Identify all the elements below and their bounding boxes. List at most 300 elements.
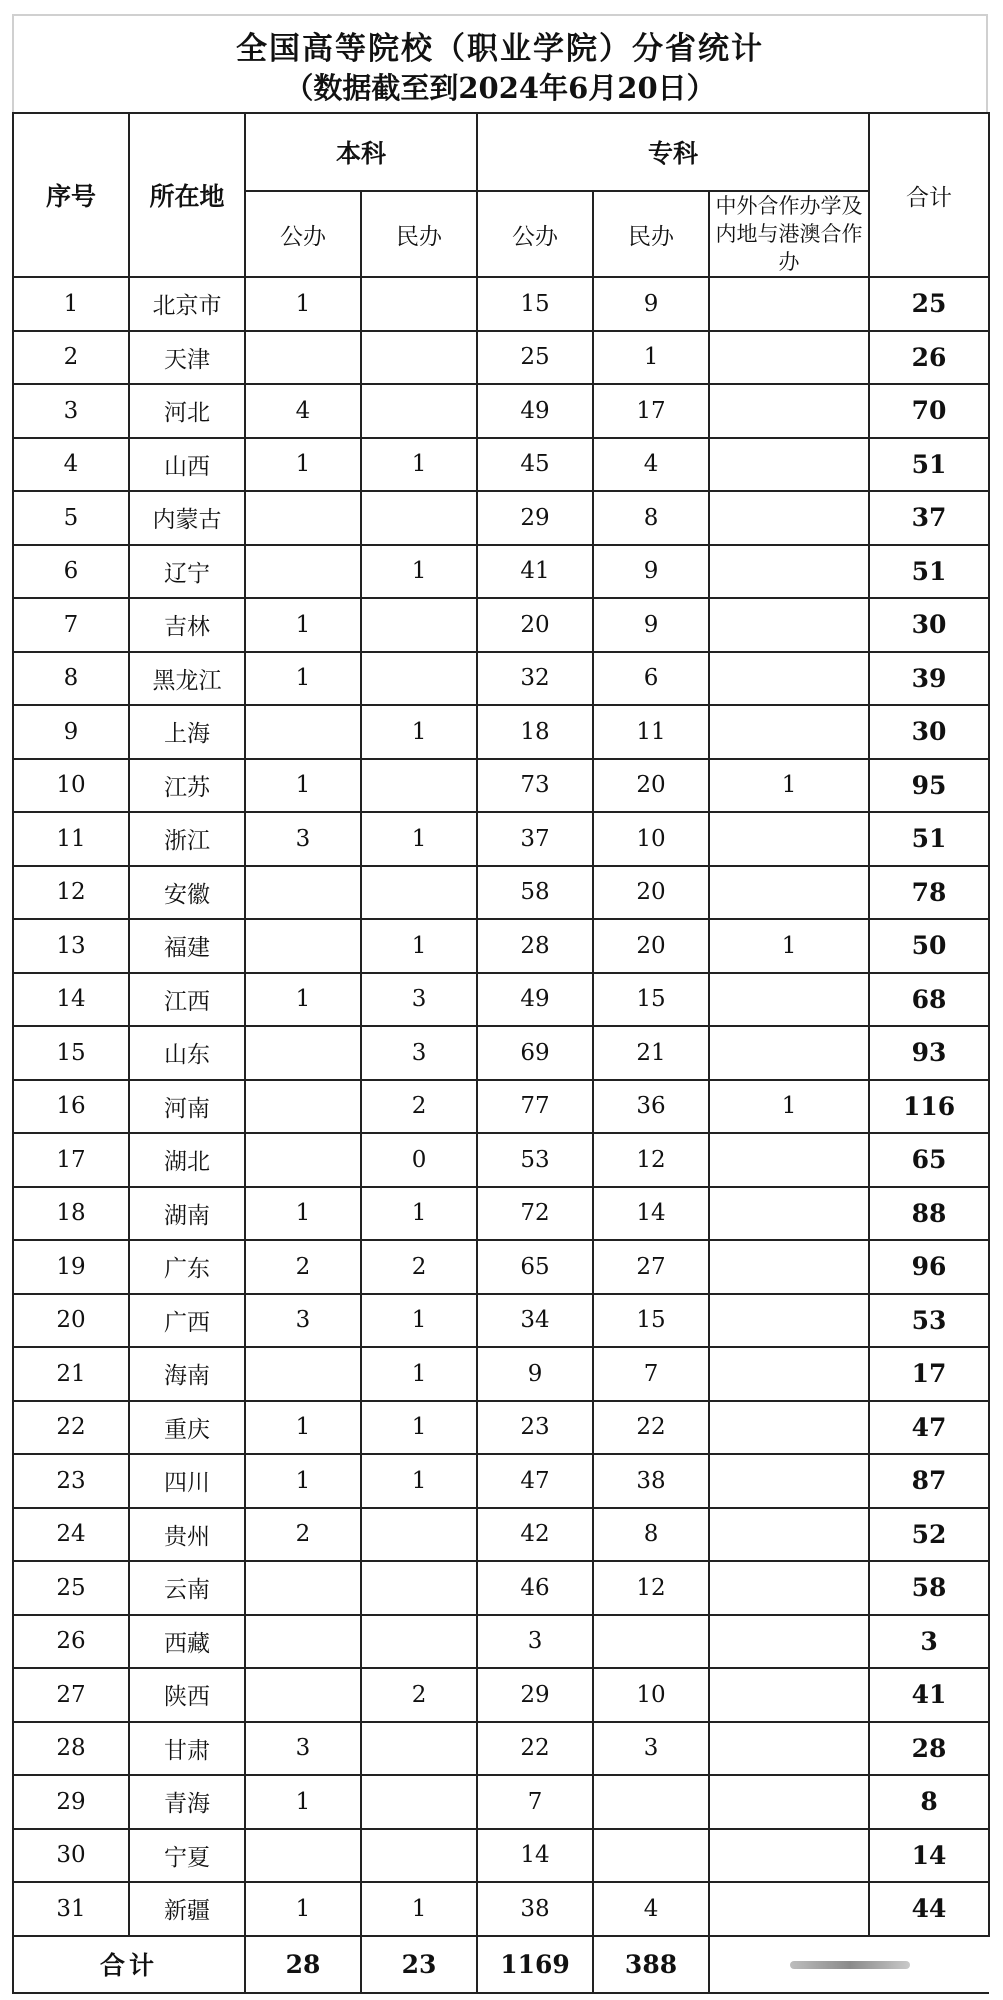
- cell-zhuanke-private: 38: [593, 1454, 709, 1508]
- cell-benke-public: 1: [245, 973, 361, 1027]
- cell-benke-private: [361, 1508, 477, 1562]
- cell-zhuanke-private: 12: [593, 1561, 709, 1615]
- cell-benke-public: [245, 545, 361, 599]
- cell-total: 47: [869, 1401, 989, 1455]
- cell-benke-public: [245, 1829, 361, 1883]
- cell-zhuanke-public: 38: [477, 1882, 593, 1936]
- cell-benke-private: 1: [361, 1454, 477, 1508]
- cell-zhuanke-private: 6: [593, 652, 709, 706]
- cell-sino-foreign: [709, 866, 869, 920]
- cell-sino-foreign: 1: [709, 1080, 869, 1134]
- cell-location: 新疆: [129, 1882, 245, 1936]
- table-row: [13, 919, 989, 973]
- table-row: [13, 759, 989, 813]
- cell-location: 河南: [129, 1080, 245, 1134]
- cell-total: 78: [869, 866, 989, 920]
- cell-benke-private: 2: [361, 1080, 477, 1134]
- cell-zhuanke-public: 18: [477, 705, 593, 759]
- cell-zhuanke-public: 34: [477, 1294, 593, 1348]
- cell-index: 11: [13, 812, 129, 866]
- cell-location: 安徽: [129, 866, 245, 920]
- table-row: [13, 1401, 989, 1455]
- cell-zhuanke-private: 20: [593, 866, 709, 920]
- cell-benke-private: 1: [361, 1347, 477, 1401]
- cell-zhuanke-public: 14: [477, 1829, 593, 1883]
- cell-benke-public: 1: [245, 759, 361, 813]
- cell-zhuanke-private: 20: [593, 759, 709, 813]
- cell-location: 青海: [129, 1775, 245, 1829]
- cell-index: 19: [13, 1240, 129, 1294]
- cell-sino-foreign: [709, 1615, 869, 1669]
- cell-sino-foreign: [709, 1668, 869, 1722]
- cell-zhuanke-public: 23: [477, 1401, 593, 1455]
- table-row: [13, 1454, 989, 1508]
- table-row: [13, 1882, 989, 1936]
- header-benke: 本科: [245, 113, 477, 191]
- cell-location: 四川: [129, 1454, 245, 1508]
- cell-benke-public: [245, 1133, 361, 1187]
- cell-index: 9: [13, 705, 129, 759]
- cell-index: 1: [13, 277, 129, 331]
- cell-total: 87: [869, 1454, 989, 1508]
- cell-location: 上海: [129, 705, 245, 759]
- table-row: [13, 1508, 989, 1562]
- page-title: 全国高等院校（职业学院）分省统计: [236, 31, 764, 67]
- cell-benke-private: [361, 866, 477, 920]
- total-blank-cell: [709, 1936, 989, 1993]
- cell-zhuanke-public: 9: [477, 1347, 593, 1401]
- cell-sino-foreign: [709, 1722, 869, 1776]
- cell-total: 116: [869, 1080, 989, 1134]
- table-row: [13, 1240, 989, 1294]
- cell-benke-private: [361, 1829, 477, 1883]
- table-row: [13, 1133, 989, 1187]
- cell-benke-private: [361, 1561, 477, 1615]
- cell-total: 39: [869, 652, 989, 706]
- table-row: [13, 491, 989, 545]
- cell-index: 3: [13, 384, 129, 438]
- table-row: [13, 331, 989, 385]
- cell-sino-foreign: [709, 705, 869, 759]
- cell-zhuanke-private: 20: [593, 919, 709, 973]
- table-row: [13, 438, 989, 492]
- cell-total: 25: [869, 277, 989, 331]
- cell-index: 18: [13, 1187, 129, 1241]
- cell-sino-foreign: [709, 1775, 869, 1829]
- cell-zhuanke-public: 58: [477, 866, 593, 920]
- cell-zhuanke-private: 11: [593, 705, 709, 759]
- cell-benke-private: [361, 277, 477, 331]
- table-row: [13, 812, 989, 866]
- cell-total: 30: [869, 705, 989, 759]
- total-row: [13, 1936, 989, 1993]
- cell-benke-private: 2: [361, 1668, 477, 1722]
- cell-sino-foreign: [709, 1347, 869, 1401]
- cell-location: 内蒙古: [129, 491, 245, 545]
- cell-zhuanke-private: 9: [593, 545, 709, 599]
- cell-benke-public: 1: [245, 1454, 361, 1508]
- cell-location: 云南: [129, 1561, 245, 1615]
- cell-total: 30: [869, 598, 989, 652]
- cell-zhuanke-private: 10: [593, 812, 709, 866]
- cell-location: 宁夏: [129, 1829, 245, 1883]
- cell-sino-foreign: [709, 812, 869, 866]
- cell-benke-private: 1: [361, 919, 477, 973]
- cell-benke-private: [361, 1722, 477, 1776]
- cell-index: 4: [13, 438, 129, 492]
- cell-benke-public: 1: [245, 652, 361, 706]
- cell-benke-private: [361, 331, 477, 385]
- cell-index: 16: [13, 1080, 129, 1134]
- cell-zhuanke-private: 15: [593, 1294, 709, 1348]
- cell-zhuanke-private: 12: [593, 1133, 709, 1187]
- cell-index: 21: [13, 1347, 129, 1401]
- cell-zhuanke-public: 37: [477, 812, 593, 866]
- cell-sino-foreign: 1: [709, 759, 869, 813]
- cell-zhuanke-public: 25: [477, 331, 593, 385]
- cell-index: 14: [13, 973, 129, 1027]
- cell-zhuanke-public: 41: [477, 545, 593, 599]
- cell-location: 西藏: [129, 1615, 245, 1669]
- cell-index: 25: [13, 1561, 129, 1615]
- cell-index: 23: [13, 1454, 129, 1508]
- cell-total: 53: [869, 1294, 989, 1348]
- cell-benke-public: [245, 331, 361, 385]
- cell-benke-private: [361, 598, 477, 652]
- cell-location: 广西: [129, 1294, 245, 1348]
- cell-total: 41: [869, 1668, 989, 1722]
- cell-total: 14: [869, 1829, 989, 1883]
- cell-location: 重庆: [129, 1401, 245, 1455]
- cell-benke-private: 1: [361, 1187, 477, 1241]
- cell-zhuanke-private: 10: [593, 1668, 709, 1722]
- cell-zhuanke-public: 65: [477, 1240, 593, 1294]
- cell-total: 88: [869, 1187, 989, 1241]
- cell-total: 3: [869, 1615, 989, 1669]
- cell-benke-public: 3: [245, 812, 361, 866]
- cell-location: 北京市: [129, 277, 245, 331]
- table-body: [13, 277, 989, 1936]
- cell-sino-foreign: [709, 1026, 869, 1080]
- cell-zhuanke-private: 8: [593, 1508, 709, 1562]
- cell-benke-public: 3: [245, 1722, 361, 1776]
- cell-location: 黑龙江: [129, 652, 245, 706]
- cell-zhuanke-public: 53: [477, 1133, 593, 1187]
- cell-total: 58: [869, 1561, 989, 1615]
- cell-total: 50: [869, 919, 989, 973]
- cell-zhuanke-public: 3: [477, 1615, 593, 1669]
- cell-sino-foreign: [709, 1882, 869, 1936]
- cell-zhuanke-private: 14: [593, 1187, 709, 1241]
- cell-zhuanke-public: 20: [477, 598, 593, 652]
- cell-zhuanke-public: 49: [477, 973, 593, 1027]
- cell-benke-private: [361, 384, 477, 438]
- cell-benke-private: 1: [361, 705, 477, 759]
- cell-sino-foreign: [709, 1401, 869, 1455]
- table-row: [13, 598, 989, 652]
- smudge-mark: [790, 1961, 910, 1969]
- cell-sino-foreign: [709, 438, 869, 492]
- cell-benke-private: [361, 491, 477, 545]
- cell-index: 31: [13, 1882, 129, 1936]
- cell-location: 辽宁: [129, 545, 245, 599]
- cell-total: 44: [869, 1882, 989, 1936]
- cell-benke-public: [245, 491, 361, 545]
- cell-benke-public: [245, 1615, 361, 1669]
- cell-zhuanke-public: 69: [477, 1026, 593, 1080]
- header-sino-foreign: 中外合作办学及内地与港澳合作办: [709, 191, 869, 277]
- cell-index: 6: [13, 545, 129, 599]
- cell-index: 2: [13, 331, 129, 385]
- cell-zhuanke-private: 27: [593, 1240, 709, 1294]
- cell-zhuanke-public: 7: [477, 1775, 593, 1829]
- cell-zhuanke-private: 1: [593, 331, 709, 385]
- cell-benke-private: 1: [361, 1401, 477, 1455]
- cell-benke-private: 0: [361, 1133, 477, 1187]
- cell-benke-public: 1: [245, 1187, 361, 1241]
- table-row: [13, 1080, 989, 1134]
- cell-sino-foreign: [709, 1561, 869, 1615]
- cell-benke-private: 3: [361, 973, 477, 1027]
- cell-benke-private: 2: [361, 1240, 477, 1294]
- table-row: [13, 1829, 989, 1883]
- header-benke-private: 民办: [361, 191, 477, 277]
- cell-zhuanke-private: 4: [593, 438, 709, 492]
- cell-zhuanke-public: 72: [477, 1187, 593, 1241]
- cell-total: 51: [869, 812, 989, 866]
- table-row: [13, 277, 989, 331]
- cell-sino-foreign: 1: [709, 919, 869, 973]
- cell-zhuanke-private: 36: [593, 1080, 709, 1134]
- cell-benke-public: 1: [245, 598, 361, 652]
- cell-zhuanke-private: 21: [593, 1026, 709, 1080]
- cell-location: 江西: [129, 973, 245, 1027]
- cell-zhuanke-private: [593, 1775, 709, 1829]
- cell-total: 51: [869, 545, 989, 599]
- cell-sino-foreign: [709, 1240, 869, 1294]
- cell-total: 28: [869, 1722, 989, 1776]
- cell-location: 吉林: [129, 598, 245, 652]
- cell-zhuanke-public: 29: [477, 1668, 593, 1722]
- cell-zhuanke-private: 9: [593, 277, 709, 331]
- cell-index: 15: [13, 1026, 129, 1080]
- table-row: [13, 973, 989, 1027]
- cell-zhuanke-private: [593, 1829, 709, 1883]
- cell-benke-public: [245, 705, 361, 759]
- cell-location: 陕西: [129, 1668, 245, 1722]
- cell-total: 37: [869, 491, 989, 545]
- cell-zhuanke-private: 8: [593, 491, 709, 545]
- table-row: [13, 705, 989, 759]
- header-location: 所在地: [129, 113, 245, 277]
- cell-location: 天津: [129, 331, 245, 385]
- cell-benke-private: [361, 1775, 477, 1829]
- cell-benke-public: [245, 1668, 361, 1722]
- cell-zhuanke-private: 7: [593, 1347, 709, 1401]
- cell-benke-public: 1: [245, 277, 361, 331]
- cell-zhuanke-private: [593, 1615, 709, 1669]
- cell-benke-private: [361, 1615, 477, 1669]
- cell-sino-foreign: [709, 491, 869, 545]
- cell-index: 13: [13, 919, 129, 973]
- cell-location: 广东: [129, 1240, 245, 1294]
- cell-index: 27: [13, 1668, 129, 1722]
- cell-sino-foreign: [709, 598, 869, 652]
- cell-index: 29: [13, 1775, 129, 1829]
- cell-benke-private: 1: [361, 545, 477, 599]
- table-row: [13, 652, 989, 706]
- cell-location: 湖南: [129, 1187, 245, 1241]
- cell-index: 7: [13, 598, 129, 652]
- cell-zhuanke-public: 29: [477, 491, 593, 545]
- total-row-label: 合计: [13, 1936, 245, 1993]
- cell-benke-private: 1: [361, 1294, 477, 1348]
- cell-benke-public: [245, 919, 361, 973]
- cell-total: 95: [869, 759, 989, 813]
- cell-sino-foreign: [709, 973, 869, 1027]
- cell-zhuanke-private: 9: [593, 598, 709, 652]
- cell-sino-foreign: [709, 1187, 869, 1241]
- cell-benke-public: 2: [245, 1508, 361, 1562]
- cell-benke-public: [245, 1026, 361, 1080]
- table-row: [13, 545, 989, 599]
- cell-zhuanke-public: 46: [477, 1561, 593, 1615]
- table-row: [13, 1668, 989, 1722]
- cell-total: 70: [869, 384, 989, 438]
- cell-total: 8: [869, 1775, 989, 1829]
- cell-zhuanke-public: 47: [477, 1454, 593, 1508]
- table-row: [13, 1026, 989, 1080]
- cell-benke-private: 3: [361, 1026, 477, 1080]
- cell-sino-foreign: [709, 331, 869, 385]
- cell-total: 17: [869, 1347, 989, 1401]
- table-row: [13, 866, 989, 920]
- cell-location: 浙江: [129, 812, 245, 866]
- cell-benke-private: 1: [361, 438, 477, 492]
- cell-sino-foreign: [709, 545, 869, 599]
- header-total: 合计: [869, 113, 989, 277]
- cell-benke-public: 4: [245, 384, 361, 438]
- cell-index: 24: [13, 1508, 129, 1562]
- header-benke-public: 公办: [245, 191, 361, 277]
- table-row: [13, 1294, 989, 1348]
- cell-location: 河北: [129, 384, 245, 438]
- cell-index: 8: [13, 652, 129, 706]
- cell-zhuanke-public: 22: [477, 1722, 593, 1776]
- table-row: [13, 384, 989, 438]
- cell-zhuanke-public: 77: [477, 1080, 593, 1134]
- cell-total: 51: [869, 438, 989, 492]
- cell-benke-public: [245, 1347, 361, 1401]
- cell-index: 20: [13, 1294, 129, 1348]
- table-row: [13, 1347, 989, 1401]
- cell-sino-foreign: [709, 1454, 869, 1508]
- cell-benke-public: 1: [245, 1401, 361, 1455]
- cell-location: 贵州: [129, 1508, 245, 1562]
- cell-benke-private: 1: [361, 812, 477, 866]
- cell-index: 30: [13, 1829, 129, 1883]
- cell-sino-foreign: [709, 277, 869, 331]
- header-index: 序号: [13, 113, 129, 277]
- cell-zhuanke-public: 32: [477, 652, 593, 706]
- cell-benke-public: 1: [245, 1775, 361, 1829]
- cell-benke-public: 2: [245, 1240, 361, 1294]
- cell-sino-foreign: [709, 1829, 869, 1883]
- cell-location: 福建: [129, 919, 245, 973]
- cell-zhuanke-private: 15: [593, 973, 709, 1027]
- cell-benke-public: [245, 1080, 361, 1134]
- cell-total: 26: [869, 331, 989, 385]
- cell-index: 22: [13, 1401, 129, 1455]
- cell-zhuanke-public: 28: [477, 919, 593, 973]
- statistics-table: [12, 112, 990, 1994]
- cell-index: 28: [13, 1722, 129, 1776]
- total-zhuanke-public: 1169: [477, 1936, 593, 1993]
- cell-benke-public: 1: [245, 438, 361, 492]
- total-benke-private: 23: [361, 1936, 477, 1993]
- cell-location: 山西: [129, 438, 245, 492]
- cell-sino-foreign: [709, 1133, 869, 1187]
- header-zhuanke: 专科: [477, 113, 869, 191]
- cell-index: 5: [13, 491, 129, 545]
- cell-zhuanke-private: 22: [593, 1401, 709, 1455]
- header-zhuanke-private: 民办: [593, 191, 709, 277]
- cell-zhuanke-public: 49: [477, 384, 593, 438]
- cell-location: 甘肃: [129, 1722, 245, 1776]
- total-benke-public: 28: [245, 1936, 361, 1993]
- table-row: [13, 1561, 989, 1615]
- cell-benke-public: 3: [245, 1294, 361, 1348]
- cell-sino-foreign: [709, 384, 869, 438]
- cell-index: 17: [13, 1133, 129, 1187]
- cell-benke-public: [245, 866, 361, 920]
- cell-benke-public: [245, 1561, 361, 1615]
- page-subtitle: （数据截至到2024年6月20日）: [284, 71, 716, 105]
- title-box: [12, 14, 988, 112]
- cell-sino-foreign: [709, 1508, 869, 1562]
- header-zhuanke-public: 公办: [477, 191, 593, 277]
- cell-zhuanke-public: 45: [477, 438, 593, 492]
- cell-location: 湖北: [129, 1133, 245, 1187]
- cell-benke-private: [361, 759, 477, 813]
- cell-index: 26: [13, 1615, 129, 1669]
- table-row: [13, 1615, 989, 1669]
- cell-total: 52: [869, 1508, 989, 1562]
- cell-zhuanke-public: 15: [477, 277, 593, 331]
- cell-total: 93: [869, 1026, 989, 1080]
- total-zhuanke-private: 388: [593, 1936, 709, 1993]
- cell-location: 山东: [129, 1026, 245, 1080]
- cell-zhuanke-public: 42: [477, 1508, 593, 1562]
- cell-total: 68: [869, 973, 989, 1027]
- cell-zhuanke-private: 3: [593, 1722, 709, 1776]
- table-row: [13, 1775, 989, 1829]
- cell-location: 海南: [129, 1347, 245, 1401]
- cell-benke-public: 1: [245, 1882, 361, 1936]
- cell-location: 江苏: [129, 759, 245, 813]
- table-row: [13, 1187, 989, 1241]
- cell-benke-private: [361, 652, 477, 706]
- cell-index: 10: [13, 759, 129, 813]
- cell-total: 65: [869, 1133, 989, 1187]
- cell-sino-foreign: [709, 652, 869, 706]
- cell-zhuanke-public: 73: [477, 759, 593, 813]
- cell-index: 12: [13, 866, 129, 920]
- cell-zhuanke-private: 4: [593, 1882, 709, 1936]
- cell-total: 96: [869, 1240, 989, 1294]
- cell-benke-private: 1: [361, 1882, 477, 1936]
- cell-zhuanke-private: 17: [593, 384, 709, 438]
